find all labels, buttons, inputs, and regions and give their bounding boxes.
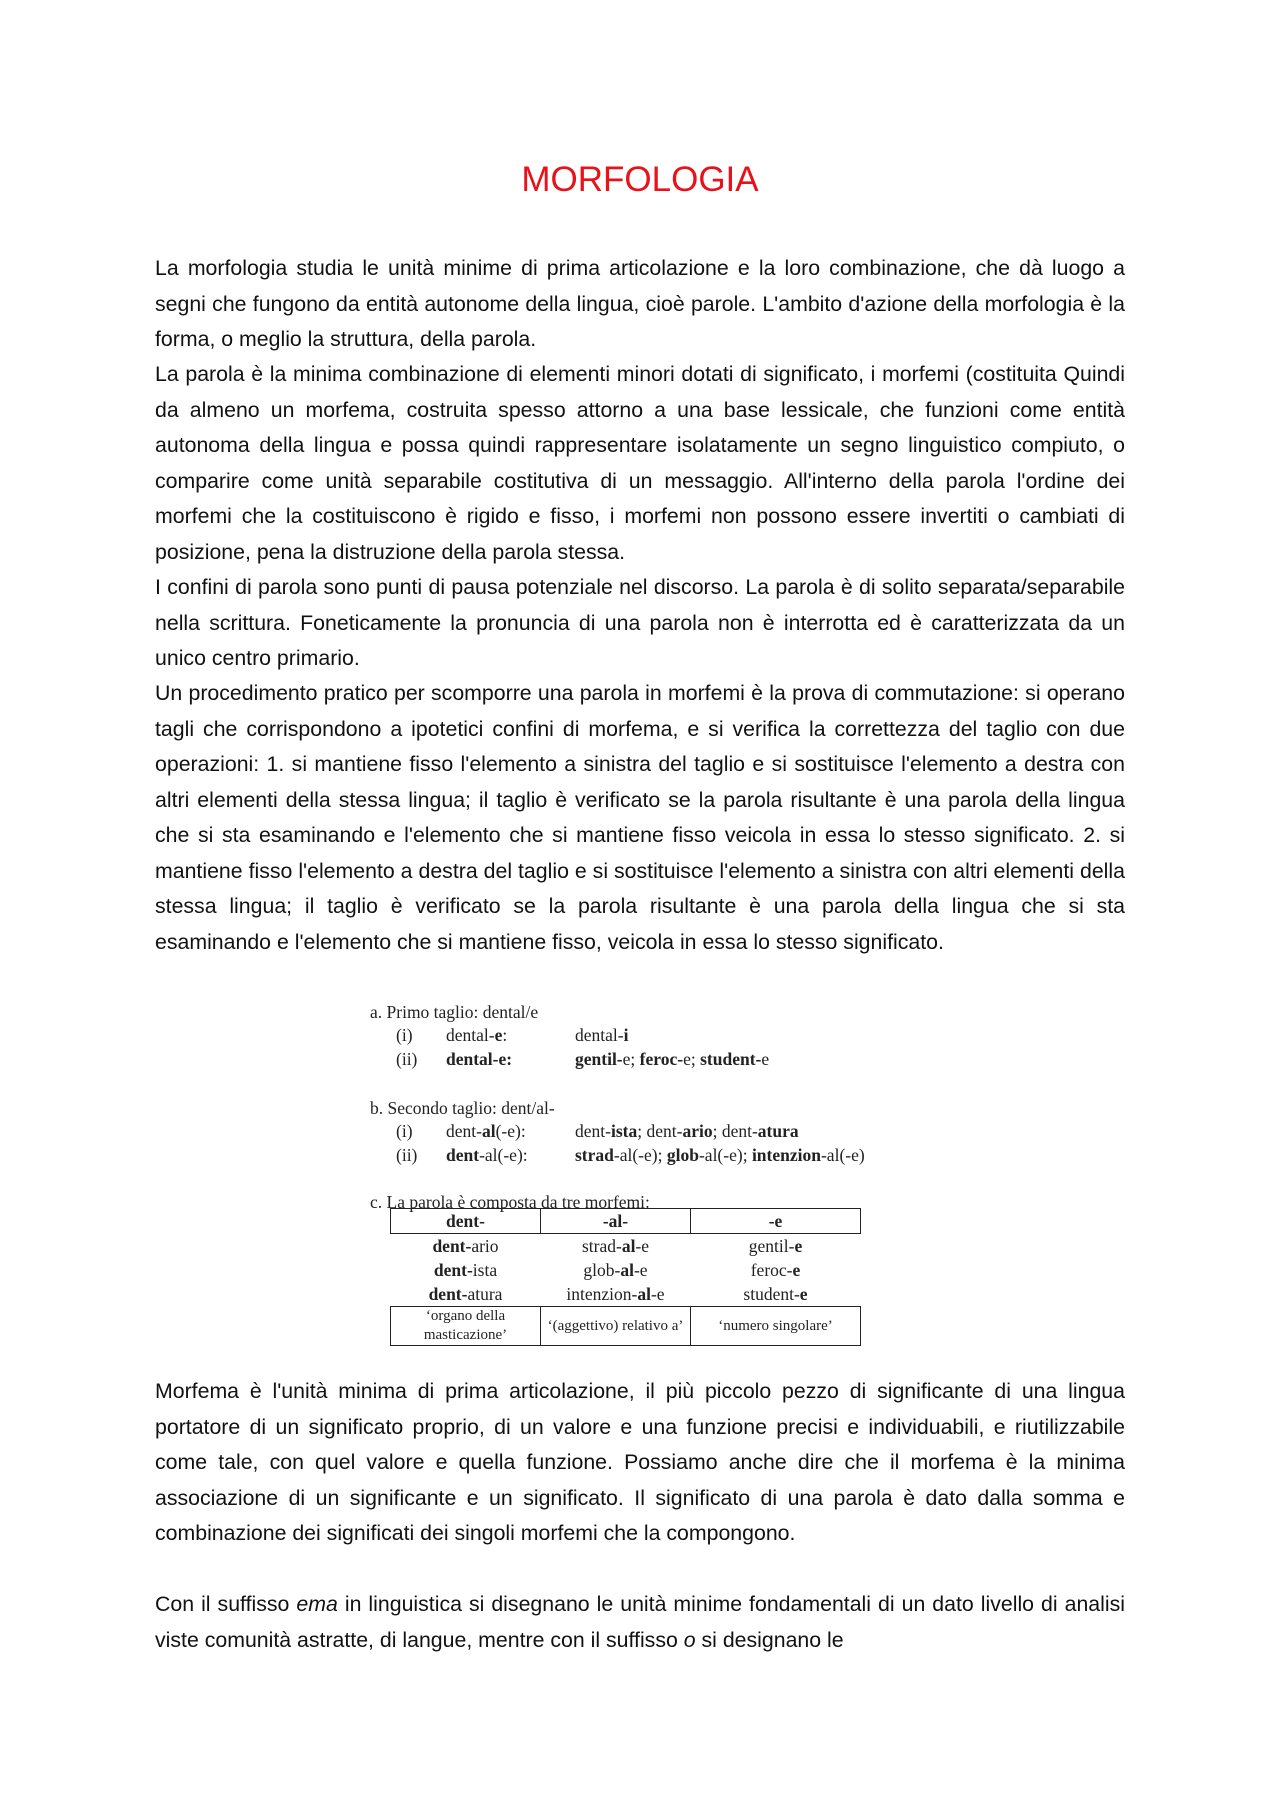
paragraph-commutazione: Un procedimento pratico per scomporre una parola in morfemi è la prova di commutazione: si operano tagli che corrispondono a ipotetici confini di morfema, e si verifica la correttezza del taglio con due operazioni: 1. si mantiene fisso l'elemento a sinistra del taglio e si sostituisce l'elemento a destra con altri elementi della stessa lingua; il taglio è verificato se la parola risultante è una parola della lingua che si sta esaminando e l'elemento che si mantiene fisso veicola in essa lo stesso significato. 2. si mantiene fisso l'elemento a destra del taglio e si sostituisce l'elemento a sinistra con altri elementi della stessa lingua; il taglio è verificato se la parola risultante è una parola della lingua che si sta esaminando e l'elemento che si mantiene fisso, veicola in essa lo stesso significato. bbox=[155, 681, 1125, 954]
table-cell: dent-ista bbox=[433, 1260, 498, 1280]
figure-label: (i) bbox=[396, 1025, 413, 1045]
table-cell: glob-al-e bbox=[583, 1260, 648, 1280]
table-cell: strad-al-e bbox=[581, 1236, 650, 1256]
figure-word: dental-e: bbox=[446, 1049, 513, 1069]
table-cell: student-e bbox=[743, 1284, 808, 1304]
figure-label: (ii) bbox=[396, 1049, 418, 1069]
table-row bbox=[391, 1234, 861, 1259]
figure-word: dental-e: bbox=[446, 1025, 508, 1045]
table-cell: dent-ario bbox=[432, 1236, 499, 1256]
gloss-cell: ‘numero singolare’ bbox=[691, 1307, 861, 1346]
paragraph-confini: I confini di parola sono punti di pausa potenziale nel discorso. La parola è di solito separata/separabile nella scrittura. Foneticamente la pronuncia di una parola non è interrotta ed è caratterizzata da un unico centro primario. bbox=[155, 575, 1125, 670]
table-row bbox=[391, 1282, 861, 1307]
figure-heading-c: c. La parola è composta da tre morfemi: bbox=[370, 1192, 650, 1212]
figure-substitutes: dent-ista; dent-ario; dent-atura bbox=[575, 1121, 799, 1141]
morpheme-table bbox=[390, 1208, 861, 1346]
figure-substitutes: dental-i bbox=[575, 1025, 629, 1045]
figure-word: dent-al(-e): bbox=[446, 1145, 528, 1165]
table-header: -e bbox=[691, 1209, 861, 1234]
figure-label: (ii) bbox=[396, 1145, 418, 1165]
figure-substitutes: gentil-e; feroc-e; student-e bbox=[575, 1049, 770, 1069]
figure-heading-b: b. Secondo taglio: dent/al- bbox=[370, 1098, 555, 1118]
paragraph-parola: La parola è la minima combinazione di elementi minori dotati di significato, i morfemi (costituita Quindi da almeno un morfema, costruita spesso attorno a una base lessicale, che funzioni come entità autonoma della lingua e possa quindi rappresentare isolatamente un segno linguistico compiuto, o comparire come unità separabile costitutiva di un messaggio. All'interno della parola l'ordine dei morfemi che la costituiscono è rigido e fisso, i morfemi non possono essere invertiti o cambiati di posizione, pena la distruzione della parola stessa. bbox=[155, 362, 1125, 564]
gloss-cell: ‘(aggettivo) relativo a’ bbox=[541, 1307, 691, 1346]
table-header-row bbox=[391, 1209, 861, 1234]
paragraph-suffisso: Con il suffisso ema in linguistica si disegnano le unità minime fondamentali di un dato livello di analisi viste comunità astratte, di langue, mentre con il suffisso o si designano le bbox=[155, 1592, 1125, 1652]
figure-label: (i) bbox=[396, 1121, 413, 1141]
table-gloss-row bbox=[391, 1307, 861, 1346]
page-title: MORFOLOGIA bbox=[521, 160, 759, 199]
table-cell: intenzion-al-e bbox=[566, 1284, 665, 1304]
gloss-cell: ‘organo della masticazione’ bbox=[391, 1307, 541, 1346]
figure-substitutes: strad-al(-e); glob-al(-e); intenzion-al(-e) bbox=[575, 1145, 865, 1165]
paragraph-intro: La morfologia studia le unità minime di prima articolazione e la loro combinazione, che dà luogo a segni che fungono da entità autonome della lingua, cioè parole. L'ambito d'azione della morfologia è la forma, o meglio la struttura, della parola. bbox=[155, 256, 1125, 351]
table-cell: gentil-e bbox=[748, 1236, 803, 1256]
table-cell: dent-atura bbox=[428, 1284, 503, 1304]
figure-heading-a: a. Primo taglio: dental/e bbox=[370, 1002, 539, 1022]
table-cell: feroc-e bbox=[750, 1260, 801, 1280]
table-header: -al- bbox=[541, 1209, 691, 1234]
paragraph-morfema: Morfema è l'unità minima di prima articolazione, il più piccolo pezzo di significante di una lingua portatore di un significato proprio, di un valore e una funzione precisi e individuabili, e riutilizzabile come tale, con quel valore e quella funzione. Possiamo anche dire che il morfema è la minima associazione di un significante e un significato. Il significato di una parola è dato dalla somma e combinazione dei significati dei singoli morfemi che la compongono. bbox=[155, 1379, 1125, 1545]
figure-word: dent-al(-e): bbox=[446, 1121, 526, 1141]
table-row bbox=[391, 1258, 861, 1282]
table-header: dent- bbox=[391, 1209, 541, 1234]
